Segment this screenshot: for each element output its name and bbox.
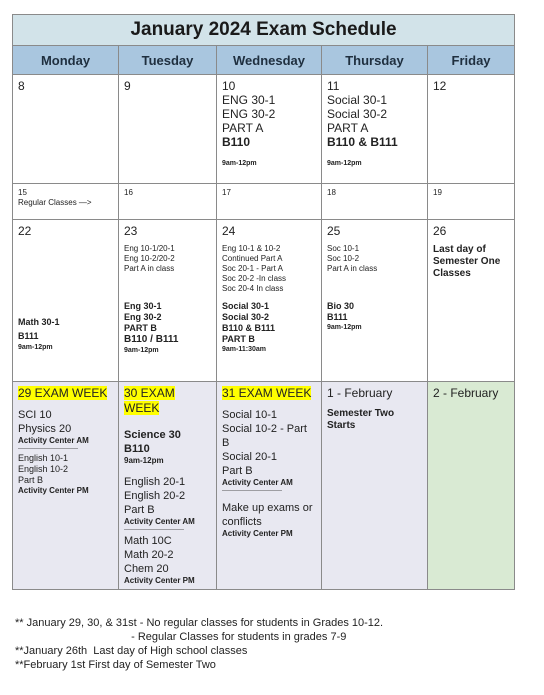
exam-line: English 10-1	[18, 453, 69, 463]
day-cell-jan-18	[322, 184, 428, 220]
exam-week-label: 29 EXAM WEEK	[18, 386, 108, 400]
exam-line: Social 30-1	[327, 93, 388, 107]
day-number: 16	[124, 188, 133, 197]
exam-line: Social 30-2	[327, 107, 388, 121]
day-cell-jan-9	[119, 75, 217, 184]
day-number: 9	[124, 79, 131, 93]
in-class-line: Part A in class	[124, 264, 175, 273]
exam-location: Activity Center AM	[18, 436, 89, 445]
day-cell-jan-26	[428, 220, 515, 382]
day-cell-jan-19	[428, 184, 515, 220]
in-class-line: Soc 10-1	[327, 244, 360, 253]
in-class-line: Soc 10-2	[327, 254, 360, 263]
exam-schedule	[12, 14, 514, 590]
day-cell-jan-23	[119, 220, 217, 382]
day-cell-jan-8	[13, 75, 119, 184]
in-class-line: Part A in class	[327, 264, 378, 273]
exam-location: Activity Center PM	[222, 529, 293, 538]
day-number: 8	[18, 79, 25, 93]
regular-classes-note: Regular Classes —>	[18, 198, 92, 207]
exam-line: Part B	[124, 504, 155, 516]
exam-time: 9am-12pm	[327, 324, 362, 331]
exam-line: Make up exams or	[222, 502, 313, 514]
day-cell-jan-16	[119, 184, 217, 220]
exam-line: ENG 30-1	[222, 93, 276, 107]
day-cell-jan-15	[13, 184, 119, 220]
day-cell-feb-2	[428, 382, 515, 590]
exam-location: Activity Center PM	[124, 576, 195, 585]
semester-two-note: Semester Two Starts	[327, 408, 395, 431]
exam-line: Social 20-1	[222, 451, 278, 463]
divider: ------------------------------	[124, 527, 184, 533]
exam-location: Activity Center PM	[18, 486, 89, 495]
footnotes	[15, 616, 383, 672]
footnote: **January 26th Last day of High school classes	[15, 645, 248, 657]
in-class-line: Eng 10-2/20-2	[124, 254, 175, 263]
day-number: 26	[433, 224, 447, 238]
divider: ------------------------------	[222, 488, 282, 494]
last-day-note: Last day of Semester One Classes	[433, 244, 501, 279]
day-header-tuesday: Tuesday	[119, 46, 217, 75]
day-number: 15	[18, 188, 27, 197]
footnote: - Regular Classes for students in grades 7-9	[15, 631, 347, 643]
exam-time: 9am-12pm	[18, 344, 53, 351]
exam-line: Eng 30-2	[124, 312, 162, 322]
day-cell-jan-31	[217, 382, 322, 590]
day-header-wednesday: Wednesday	[217, 46, 322, 75]
exam-line: conflicts	[222, 516, 262, 528]
exam-time: 9am-12pm	[222, 160, 257, 167]
exam-line: PART A	[327, 121, 369, 135]
day-number: 11	[327, 79, 340, 93]
day-number: 12	[433, 79, 447, 93]
exam-line: English 10-2	[18, 464, 69, 474]
day-number: 19	[433, 188, 442, 197]
exam-line: Physics 20	[18, 423, 72, 435]
day-cell-jan-17	[217, 184, 322, 220]
exam-line: Bio 30	[327, 301, 355, 311]
exam-line: Chem 20	[124, 563, 169, 575]
exam-room: B110	[124, 443, 150, 455]
exam-room: B111	[18, 331, 39, 341]
exam-line: Part B	[222, 465, 253, 477]
day-cell-jan-22	[13, 220, 119, 382]
day-cell-jan-12	[428, 75, 515, 184]
exam-line: Math 30-1	[18, 317, 60, 327]
exam-line: PART B	[222, 334, 255, 344]
day-header-friday: Friday	[428, 46, 515, 75]
calendar-table	[12, 14, 515, 590]
footnote: **February 1st First day of Semester Two	[15, 659, 216, 671]
exam-line: PART B	[124, 323, 157, 333]
exam-time: 9am-12pm	[124, 347, 159, 354]
day-cell-feb-1	[322, 382, 428, 590]
footnote: ** January 29, 30, & 31st - No regular classes for students in Grades 10-12.	[15, 617, 384, 629]
in-class-line: Soc 20-1 - Part A	[222, 264, 283, 273]
day-header-monday: Monday	[13, 46, 119, 75]
exam-line: Social 30-2	[222, 312, 270, 322]
exam-room: B110	[222, 135, 251, 149]
exam-line: PART A	[222, 121, 264, 135]
exam-line: Math 20-2	[124, 549, 174, 561]
exam-location: Activity Center AM	[222, 478, 293, 487]
exam-room: B110 & B111	[222, 323, 276, 333]
exam-line: Science 30	[124, 429, 181, 441]
day-number: 25	[327, 224, 341, 238]
exam-line: Social 30-1	[222, 301, 270, 311]
exam-time: 9am-12pm	[124, 456, 164, 465]
in-class-line: Eng 10-1 & 10-2	[222, 244, 281, 253]
day-number: 1 - February	[327, 386, 393, 400]
day-header-thursday: Thursday	[322, 46, 428, 75]
day-number: 18	[327, 188, 336, 197]
exam-time: 9am-12pm	[327, 160, 362, 167]
exam-week-label: 30 EXAM WEEK	[124, 386, 175, 415]
exam-line: Eng 30-1	[124, 301, 162, 311]
exam-room: B111	[327, 312, 348, 322]
day-cell-jan-10	[217, 75, 322, 184]
exam-line: Part B	[18, 475, 44, 485]
exam-line: English 20-1	[124, 476, 186, 488]
exam-room: B110 & B111	[327, 135, 398, 149]
in-class-line: Eng 10-1/20-1	[124, 244, 175, 253]
divider: ------------------------------	[18, 446, 78, 452]
day-number: 24	[222, 224, 236, 238]
page-title: January 2024 Exam Schedule	[13, 15, 515, 46]
exam-line: ENG 30-2	[222, 107, 276, 121]
exam-line: Math 10C	[124, 535, 172, 547]
in-class-line: Continued Part A	[222, 254, 283, 263]
in-class-line: Soc 20-2 -In class	[222, 274, 287, 283]
exam-line: Social 10-2 - Part B	[222, 423, 307, 449]
exam-line: Social 10-1	[222, 409, 278, 421]
day-cell-jan-24	[217, 220, 322, 382]
day-number: 17	[222, 188, 231, 197]
exam-line: English 20-2	[124, 490, 186, 502]
day-cell-jan-30	[119, 382, 217, 590]
exam-location: Activity Center AM	[124, 517, 195, 526]
exam-room: B110 / B111	[124, 334, 179, 345]
exam-time: 9am-11:30am	[222, 346, 266, 353]
day-number: 23	[124, 224, 138, 238]
exam-week-label: 31 EXAM WEEK	[222, 386, 312, 400]
in-class-line: Soc 20-4 In class	[222, 284, 284, 293]
day-number: 22	[18, 224, 32, 238]
day-cell-jan-11	[322, 75, 428, 184]
day-cell-jan-25	[322, 220, 428, 382]
day-cell-jan-29	[13, 382, 119, 590]
day-number: 2 - February	[433, 386, 499, 400]
day-number: 10	[222, 79, 236, 93]
exam-line: SCI 10	[18, 409, 52, 421]
